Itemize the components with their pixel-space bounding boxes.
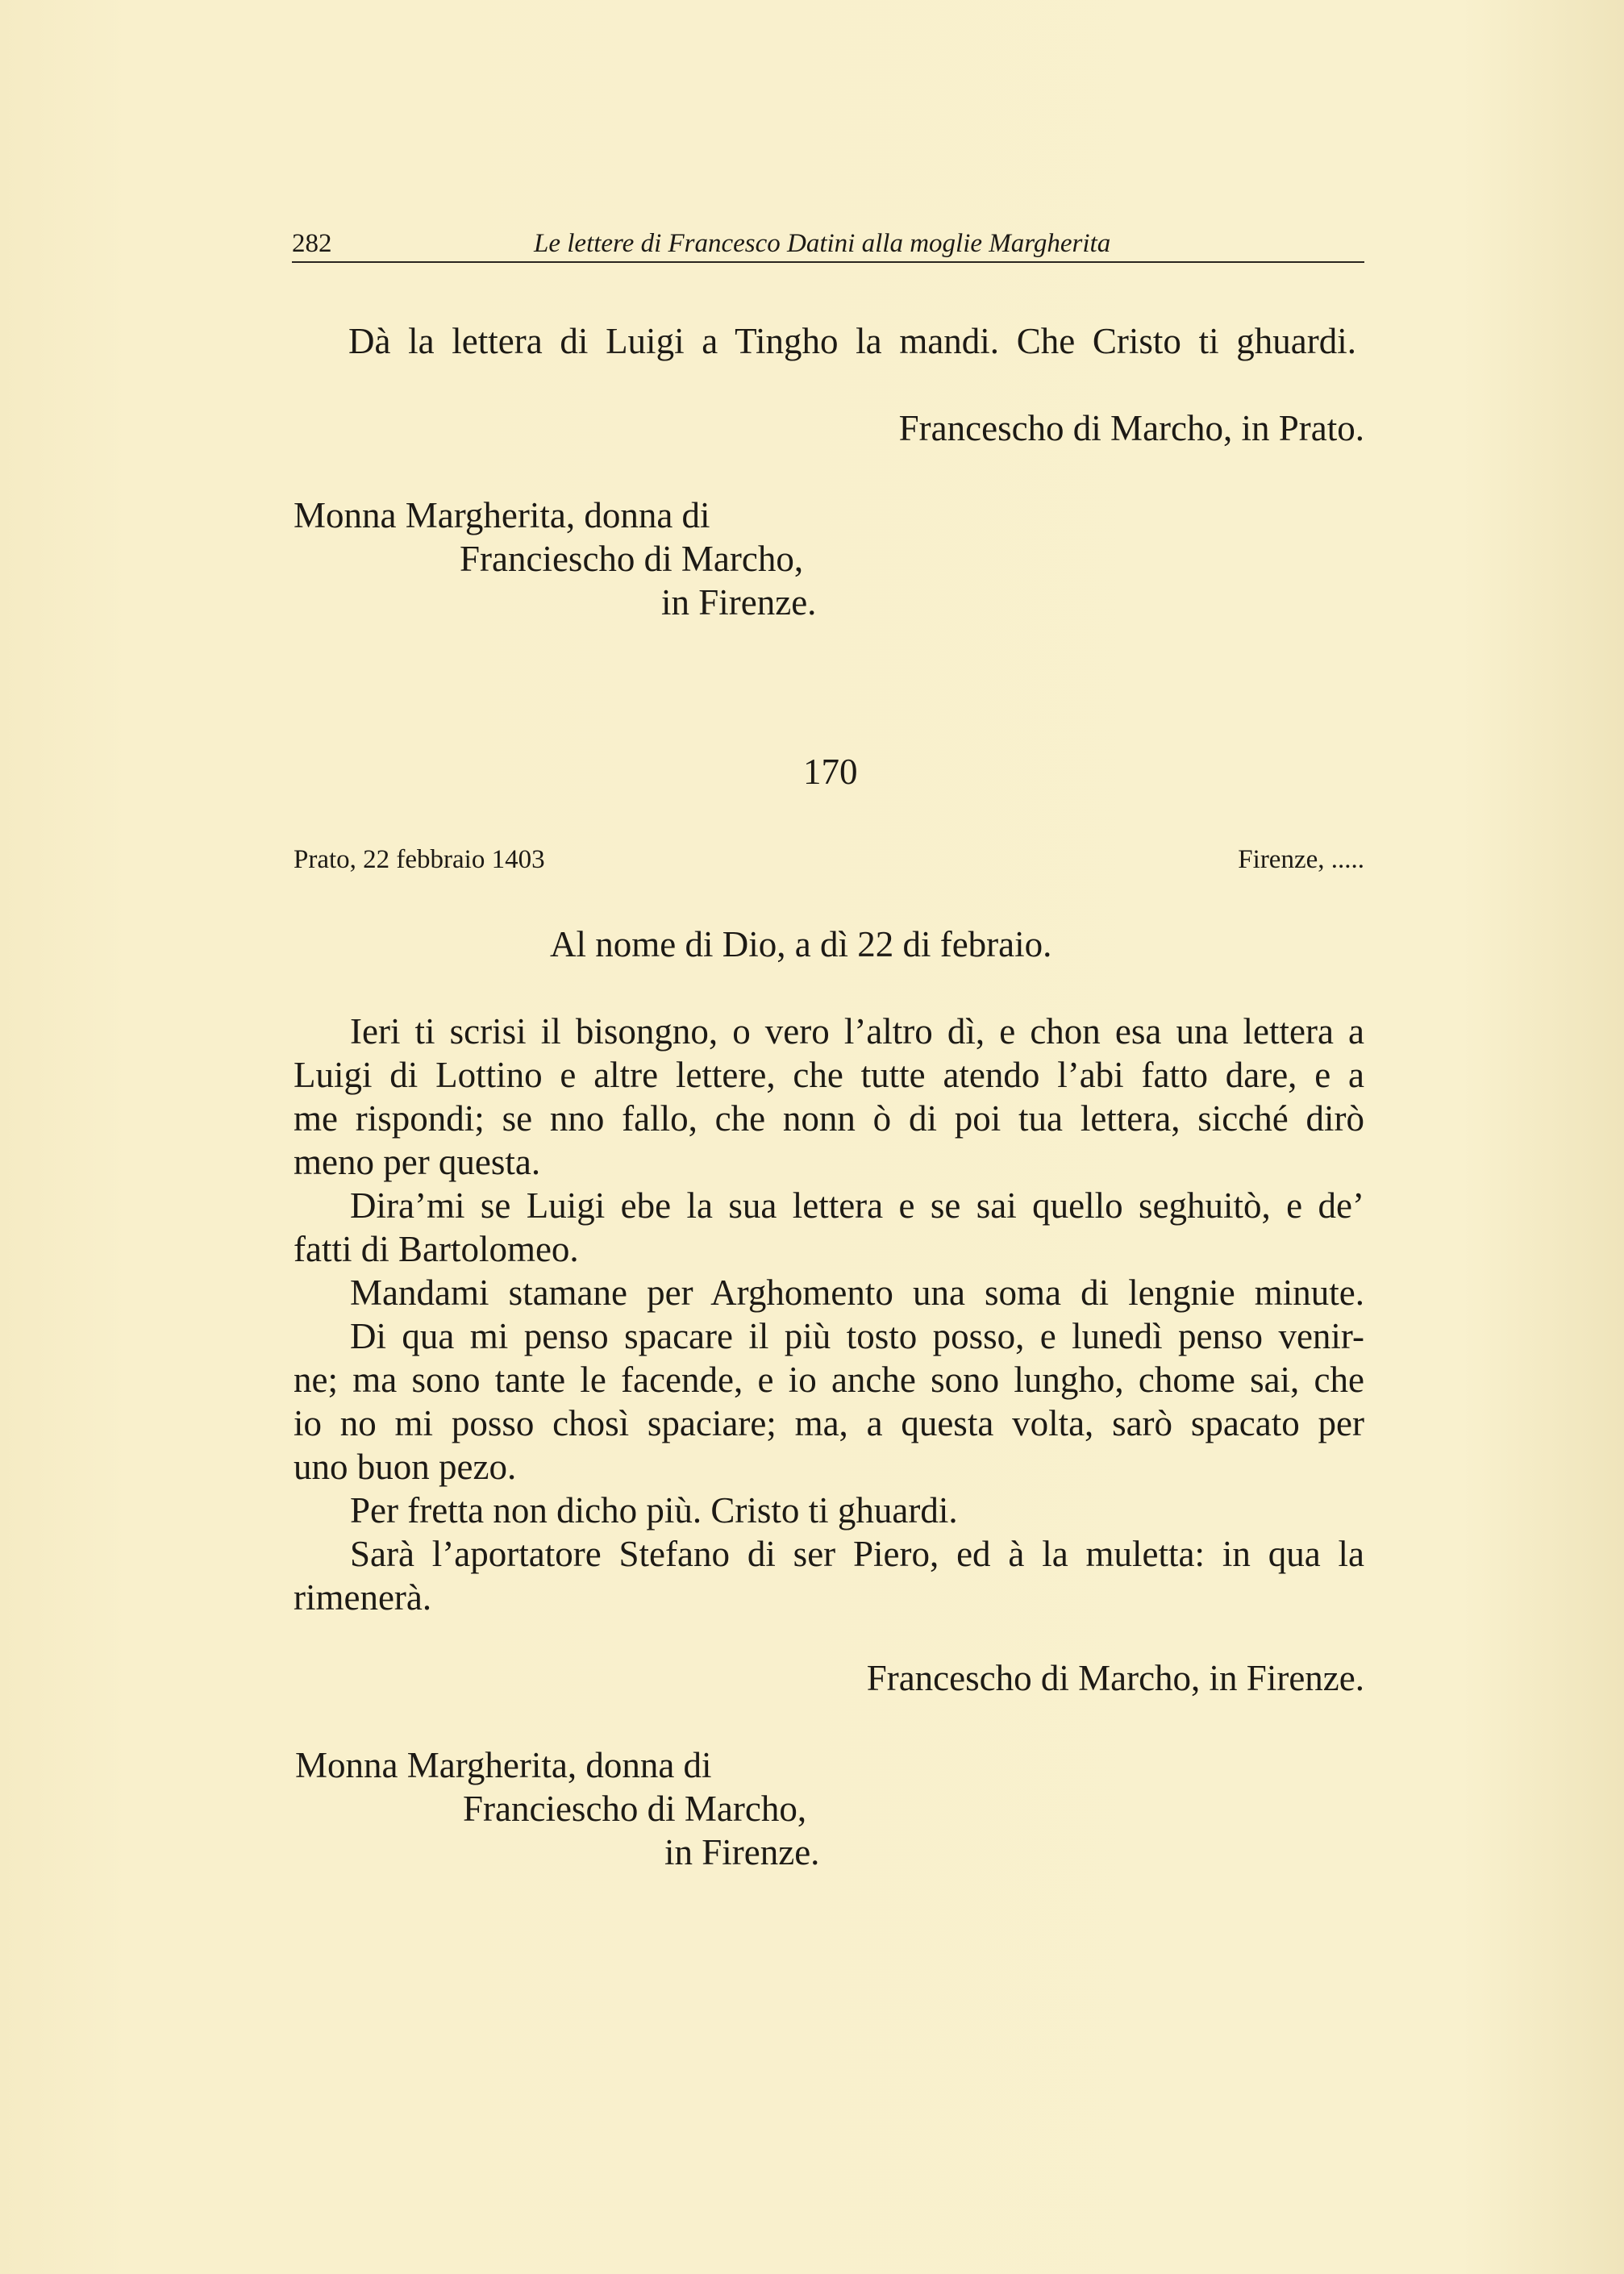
letter-salutation: Al nome di Dio, a dì 22 di febraio. bbox=[550, 924, 1052, 964]
previous-address-line-1: Monna Margherita, donna di bbox=[294, 495, 710, 535]
running-title: Le lettere di Francesco Datini alla moglie Margherita bbox=[534, 229, 1111, 258]
body-line: Ieri ti scrisi il bisongno, o vero l’altro dì, e chon esa una lettera a bbox=[350, 1011, 1364, 1052]
body-line: fatti di Bartolomeo. bbox=[294, 1229, 579, 1269]
body-line: uno buon pezo. bbox=[294, 1447, 517, 1487]
body-line: Dira’mi se Luigi ebe la sua lettera e se sai quello seghuitò, e de’ bbox=[350, 1185, 1364, 1226]
letter-destination: Firenze, ..... bbox=[1238, 845, 1364, 874]
body-line: me rispondi; se nno fallo, che nonn ò di poi tua lettera, sicché dirò bbox=[294, 1098, 1364, 1139]
page-number: 282 bbox=[292, 229, 332, 258]
address-line-1: Monna Margherita, donna di bbox=[295, 1745, 712, 1785]
previous-letter-closing: Dà la lettera di Luigi a Tingho la mandi. Che Cristo ti ghuardi. bbox=[348, 321, 1356, 361]
address-line-3: in Firenze. bbox=[664, 1832, 820, 1872]
header-rule bbox=[292, 261, 1364, 263]
address-line-2: Franciescho di Marcho, bbox=[463, 1789, 807, 1829]
body-line: ne; ma sono tante le facende, e io anche sono lungho, chome sai, che bbox=[294, 1360, 1364, 1400]
previous-address-line-3: in Firenze. bbox=[661, 582, 817, 623]
body-line: Sarà l’aportatore Stefano di ser Piero, ed à la muletta: in qua la bbox=[350, 1534, 1364, 1574]
letter-signature: Francescho di Marcho, in Firenze. bbox=[866, 1658, 1364, 1698]
body-line: rimenerà. bbox=[294, 1577, 432, 1618]
body-line: Per fretta non dicho più. Cristo ti ghuardi. bbox=[350, 1490, 958, 1531]
body-line: Di qua mi penso spacare il più tosto posso, e lunedì penso venir- bbox=[350, 1316, 1364, 1356]
body-line: meno per questa. bbox=[294, 1142, 541, 1182]
body-line: Mandami stamane per Arghomento una soma di lengnie minute. bbox=[350, 1272, 1364, 1313]
body-line: Luigi di Lottino e altre lettere, che tutte atendo l’abi fatto dare, e a bbox=[294, 1055, 1364, 1095]
body-line: io no mi posso chosì spaciare; ma, a questa volta, sarò spacato per bbox=[294, 1403, 1364, 1443]
previous-letter-signature: Francescho di Marcho, in Prato. bbox=[898, 408, 1364, 448]
letter-number: 170 bbox=[803, 752, 858, 792]
letter-origin-date: Prato, 22 febbraio 1403 bbox=[294, 845, 545, 874]
previous-address-line-2: Franciescho di Marcho, bbox=[460, 539, 804, 579]
